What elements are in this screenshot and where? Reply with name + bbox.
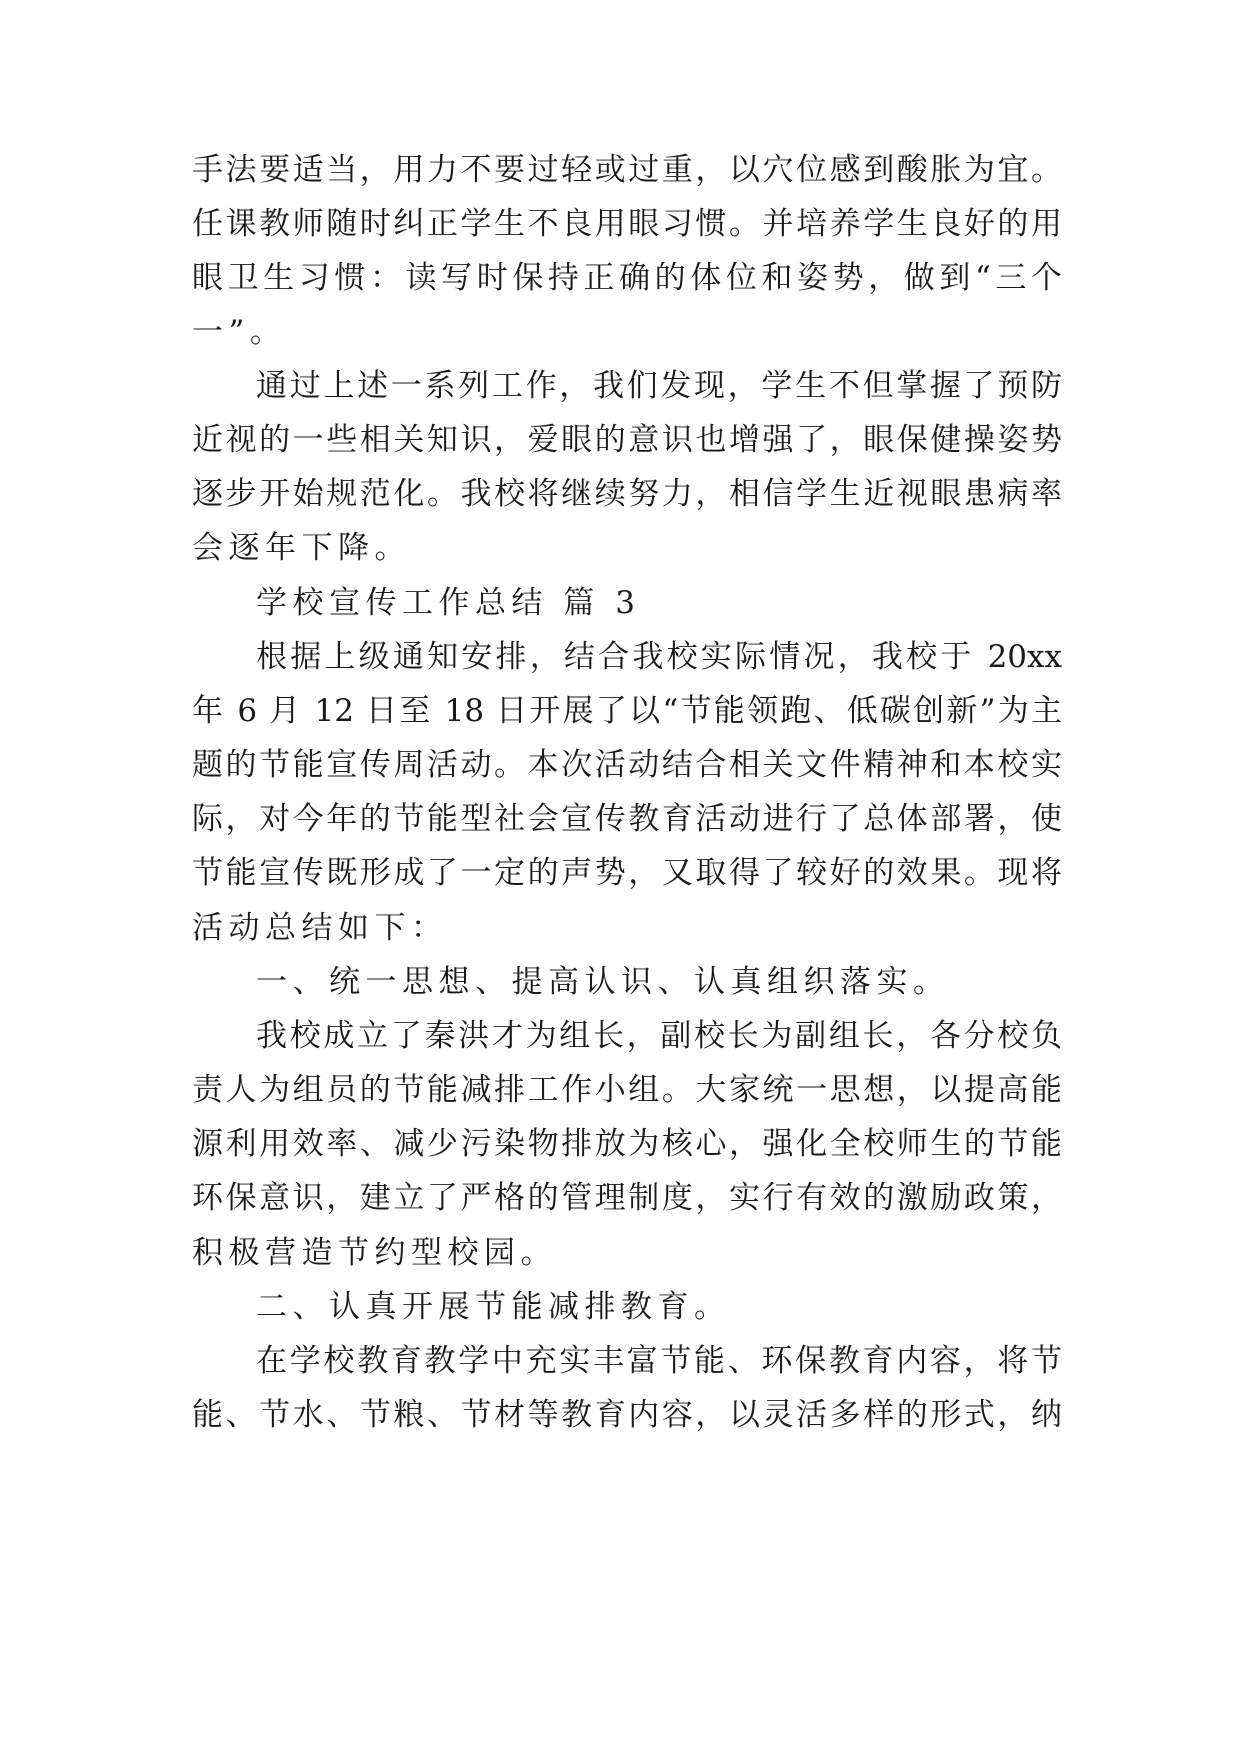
text-line: 际，对今年的节能型社会宣传教育活动进行了总体部署，使 — [192, 801, 1062, 837]
text-line: 手法要适当，用力不要过轻或过重，以穴位感到酸胀为宜。 — [192, 152, 1062, 188]
text-line: 我校成立了秦洪才为组长，副校长为副组长，各分校负 — [256, 1018, 1062, 1054]
text-line: 任课教师随时纠正学生不良用眼习惯。并培养学生良好的用 — [192, 206, 1062, 242]
text-line: 积极营造节约型校园。 — [192, 1235, 557, 1271]
text-line: 近视的一些相关知识，爱眼的意识也增强了，眼保健操姿势 — [192, 422, 1062, 458]
text-line: 会逐年下降。 — [192, 530, 411, 566]
text-line: 根据上级通知安排，结合我校实际情况，我校于 20xx — [256, 639, 1062, 675]
text-line: 逐步开始规范化。我校将继续努力，相信学生近视眼患病率 — [192, 476, 1062, 512]
text-line: 责人为组员的节能减排工作小组。大家统一思想，以提高能 — [192, 1072, 1062, 1108]
text-line: 源利用效率、减少污染物排放为核心，强化全校师生的节能 — [192, 1126, 1062, 1162]
text-line: 眼卫生习惯：读写时保持正确的体位和姿势，做到“三个 — [192, 260, 1062, 296]
section-heading: 学校宣传工作总结 篇 3 — [256, 585, 641, 621]
text-line: 题的节能宣传周活动。本次活动结合相关文件精神和本校实 — [192, 747, 1062, 783]
subheading: 二、认真开展节能减排教育。 — [256, 1289, 731, 1325]
text-line: 在学校教育教学中充实丰富节能、环保教育内容，将节 — [256, 1343, 1062, 1379]
text-line: 活动总结如下： — [192, 910, 448, 946]
subheading: 一、统一思想、提高认识、认真组织落实。 — [256, 964, 950, 1000]
text-line: 能、节水、节粮、节材等教育内容，以灵活多样的形式，纳 — [192, 1397, 1062, 1433]
text-line: 环保意识，建立了严格的管理制度，实行有效的激励政策， — [192, 1180, 1062, 1216]
text-line: 通过上述一系列工作，我们发现，学生不但掌握了预防 — [256, 368, 1062, 404]
text-line: 一”。 — [192, 314, 287, 350]
text-line: 节能宣传既形成了一定的声势，又取得了较好的效果。现将 — [192, 855, 1062, 891]
text-line: 年 6 月 12 日至 18 日开展了以“节能领跑、低碳创新”为主 — [192, 693, 1062, 729]
